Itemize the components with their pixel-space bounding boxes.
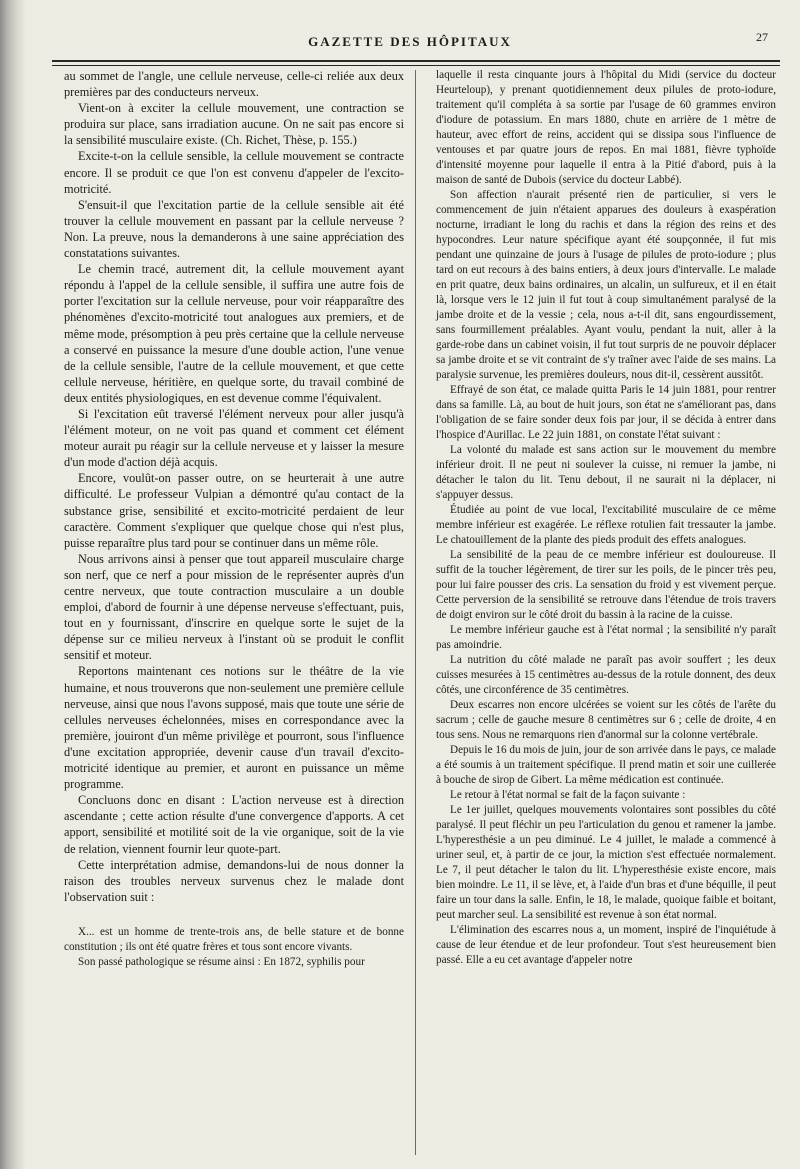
paragraph: Vient-on à exciter la cellule mouvement, une contraction se produira sur place, sans irradiation aucune. On ne sait pas encore si la sensibilité musculaire existe. (Ch. Richet, Thèse, p. 155.) (64, 101, 404, 148)
paragraph: Deux escarres non encore ulcérées se voient sur les côtés de l'arête du sacrum ; celle de gauche mesure 8 centimètres sur 6 ; celle de droite, 4 en tous sens. Nous ne remarquons rien d'anormal sur la colonne vertébrale. (436, 699, 776, 741)
paragraph: Concluons donc en disant : L'action nerveuse est à direction ascendante ; cette action résulte d'une convergence d'apports. A cet apport, sensibilité et motilité soit de la vie organique, soit de la vie de relation, viennent fournir leur quote-part. (64, 793, 404, 856)
paragraph: laquelle il resta cinquante jours à l'hôpital du Midi (service du docteur Heurteloup), y prenant quotidiennement deux pilules de proto-iodure, traitement qu'il compléta à sa sortie par l'usage de 60 grammes environ d'iodure de potassium. En mars 1880, chute en arrière de 1 mètre de hauteur, avec effort de reins, accident qui se dissipa sous l'influence de ventouses et par quatre jours de repos. En mai 1881, fièvre typhoïde d'intensité moyenne pour laquelle il entra à la Pitié d'abord, puis à la maison de santé de Dubois (service du docteur Labbé). (436, 69, 776, 186)
paragraph: Depuis le 16 du mois de juin, jour de son arrivée dans le pays, ce malade a été soumis à un traitement spécifique. Il prend matin et soir une cuillerée à bouche de sirop de Gibert. La même médication est continuée. (436, 744, 776, 786)
article-columns (64, 68, 776, 1158)
case-paragraph: Son passé pathologique se résume ainsi : En 1872, syphilis pour (78, 955, 365, 968)
paragraph: Cette interprétation admise, demandons-lui de nous donner la raison des troubles nerveux survenus chez le malade dont l'observation suit : (64, 857, 404, 904)
paragraph: Le 1er juillet, quelques mouvements volontaires sont possibles du côté paralysé. Il peut fléchir un peu l'articulation du genou et ramener la jambe. L'hyperesthésie a un peu diminué. Le 4 juillet, le malade a commencé à uriner seul, et, à partir de ce jour, la miction s'est effectuée normalement. Le 7, il peut détacher le talon du lit. L'hyperesthésie existe encore, mais bien moindre. Le 11, il se lève, et, à l'aide d'un bras et d'une béquille, il peut faire un tour dans la salle. Enfin, le 18, le malade, quoique faible et boitant, peut marcher seul. La sensibilité est revenue à son état normal. (436, 804, 776, 921)
paragraph: Son affection n'aurait présenté rien de particulier, si vers le commencement de juin n'étaient apparues des douleurs à exaspération nocturne, irradiant le long du rachis et dans la région des reins et des hypocondres. Leur nature spécifique ayant été soupçonnée, il fut mis pendant une quinzaine de jours à l'usage de pilules de proto-iodure ; plus tard on eut recours à des bains entiers, à deux jours d'intervalle. Le malade en prit quatre, deux bains ordinaires, un alcalin, un sulfureux, et il en était là, lorsque vers le 12 juin il fut tout à coup simultanément paralysé de la jambe droite et de la vessie ; cela, nous a-t-il dit, sans engourdissement, sans fourmillement préalables. Ayant voulu, pendant la nuit, aller à la garde-robe dans un cabinet voisin, il fut tout surpris de ne pouvoir déplacer sa jambe droite et se vit contraint de s'y traîner avec l'aide de ses mains. La paralysie survenue, les premières douleurs, nous dit-il, cessèrent aussitôt. (436, 189, 776, 381)
paragraph: La volonté du malade est sans action sur le mouvement du membre inférieur droit. Il ne peut ni soulever la cuisse, ni remuer la jambe, ni détacher le talon du lit. Tenu debout, il ne saurait ni la déplacer, ni s'appuyer dessus. (436, 444, 776, 501)
paragraph: Le membre inférieur gauche est à l'état normal ; la sensibilité n'y paraît pas amoindrie. (436, 624, 776, 651)
paragraph: Effrayé de son état, ce malade quitta Paris le 14 juin 1881, pour rentrer dans sa famille. Là, au bout de huit jours, son état ne s'améliorant pas, dans l'obligation de se faire sonder deux fois par jour, il se décida à entrer dans l'hospice d'Aurillac. Le 22 juin 1881, on constate l'état suivant : (436, 384, 776, 441)
page-header (40, 28, 780, 58)
left-column (64, 68, 404, 1158)
paragraph: La nutrition du côté malade ne paraît pas avoir souffert ; les deux cuisses mesurées à 15 centimètres au-dessus de la rotule donnent, des deux côtés, une circonférence de 35 centimètres. (436, 654, 776, 696)
right-column (436, 68, 776, 1158)
paragraph: Reportons maintenant ces notions sur le théâtre de la vie humaine, et nous trouverons que non-seulement une première cellule nerveuse, ainsi que nous l'avons supposé, mais que toute une série de cellules nerveuses échelonnées, mises en correspondance avec la première, jouiront d'un même privilège et pourront, sous l'influence d'une excitation appropriée, devenir cause d'un travail d'excito-motricité identique au premier, et auront en puissance un même programme. (64, 664, 404, 792)
paragraph: L'élimination des escarres nous a, un moment, inspiré de l'inquiétude à cause de leur étendue et de leur profondeur. Tout s'est heureusement bien passé. Elle a eu cet avantage d'appeler notre (436, 924, 776, 966)
header-rule (52, 60, 780, 66)
paragraph: S'ensuit-il que l'excitation partie de la cellule sensible ait été trouver la cellule mouvement en passant par la cellule nerveuse ? Non. La preuve, nous la demanderons à une saine appréciation des constatations suivantes. (64, 197, 404, 261)
case-paragraph: X... est un homme de trente-trois ans, de belle stature et de bonne constitution ; ils ont été quatre frères et tous sont encore vivants. (64, 925, 404, 953)
paragraph: au sommet de l'angle, une cellule nerveuse, celle-ci reliée aux deux premières par des conducteurs nerveux. (64, 69, 404, 100)
paragraph: Encore, voulût-on passer outre, on se heurterait à une autre difficulté. Le professeur Vulpian a démontré qu'au contact de la substance grise, sensibilité et excito-motricité perdaient de leur caractère. Comment s'expliquer que quelque chose qui n'est plus, puisse reparaître plus tard pour se continuer dans un même rôle. (64, 471, 404, 550)
paragraph: Étudiée au point de vue local, l'excitabilité musculaire de ce même membre inférieur est exagérée. Le réflexe rotulien fait tressauter la jambe. Le chatouillement de la plante des pieds produit des effets analogues. (436, 504, 776, 546)
page-spine-shadow (0, 0, 26, 1169)
paragraph: La sensibilité de la peau de ce membre inférieur est douloureuse. Il suffit de la toucher légèrement, de tirer sur les poils, de le pincer très peu, pour lui faire pousser des cris. La sensation du froid y est vivement perçue. Cette perversion de la sensibilité se retrouve dans l'étendue de trois travers de doigt environ sur le côté droit du bassin à la racine de la cuisse. (436, 549, 776, 621)
paragraph: Excite-t-on la cellule sensible, la cellule mouvement se contracte encore. Il se produit ce que l'on est convenu d'appeler de l'excito-motricité. (64, 149, 404, 196)
paragraph: Le retour à l'état normal se fait de la façon suivante : (450, 789, 686, 801)
paragraph: Si l'excitation eût traversé l'élément nerveux pour aller jusqu'à l'élément moteur, on ne voit pas quand et comment cet élément moteur aurait pu réagir sur la cellule nerveuse et y laisser la mesure d'un mode d'action déjà acquis. (64, 406, 404, 470)
paragraph: Nous arrivons ainsi à penser que tout appareil musculaire charge son nerf, que ce nerf a pour mission de le représenter auprès d'un centre nerveux, que toute contraction musculaire a un double emploi, d'abord de fournir à une dépense nerveuse s'effectuant, puis, tout en y fournissant, d'inscrire en quelque sorte le sujet de la dépense sur ce milieu nerveux à l'instant où se produit le conflit sensitif et moteur. (64, 551, 404, 663)
page-number: 27 (756, 30, 768, 44)
paragraph: Le chemin tracé, autrement dit, la cellule mouvement ayant répondu à l'appel de la cellule sensible, il suffira une autre fois de porter l'excitation sur la cellule nerveuse, pour voir réapparaître des phénomènes d'excito-motricité tout analogues aux premiers, et de même mode, présomption à peu près certaine que la cellule nerveuse a conservé en puissance la mesure d'une double action, l'une venue de la cellule sensible, l'autre de la cellule mouvement, et que cette cellule nerveuse, héritière, en quelque sorte, du travail combiné de deux entités physiologiques, en est devenue comme l'équivalent. (64, 262, 404, 405)
journal-title: GAZETTE DES HÔPITAUX (308, 34, 512, 49)
